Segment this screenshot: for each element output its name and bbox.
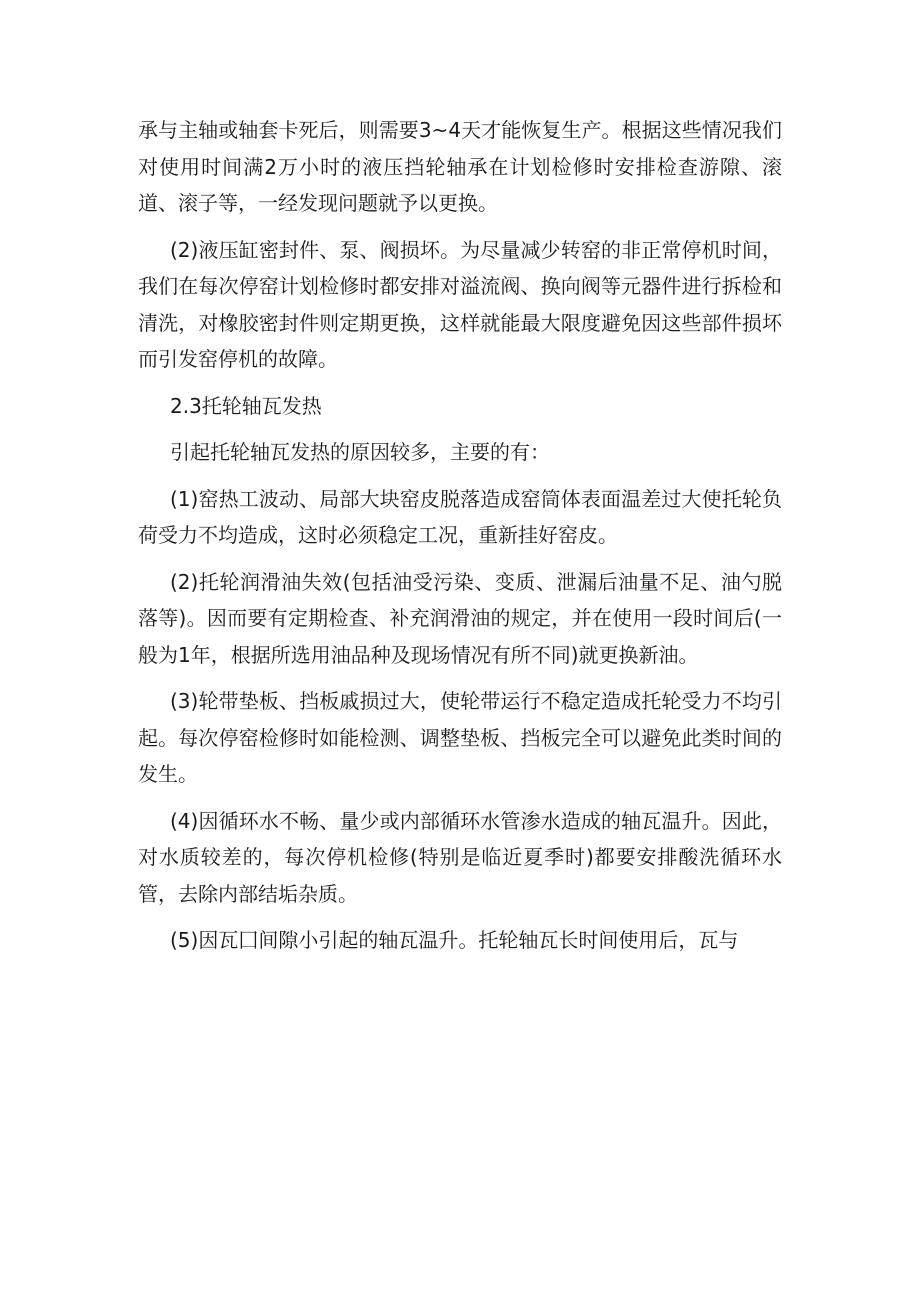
paragraph: 引起托轮轴瓦发热的原因较多，主要的有： — [170, 440, 550, 464]
paragraph: 承与主轴或轴套卡死后，则需要3~4天才能恢复生产。根据这些情况我们对使用时间满2万小时的液压挡轮轴承在计划检修时安排检查游隙、滚道、滚子等，一经发现问题就予以更换。 — [138, 118, 782, 215]
paragraph: (4)因循环水不畅、量少或内部循环水管渗水造成的轴瓦温升。因此，对水质较差的，每次停机检修(特别是临近夏季时)都要安排酸洗循环水管，去除内部结垢杂质。 — [138, 808, 782, 906]
paragraph: (3)轮带垫板、挡板戚损过大，使轮带运行不稳定造成托轮受力不均引起。每次停窑检修时如能检测、调整垫板、挡板完全可以避免此类时间的发生。 — [138, 689, 782, 786]
section-heading: 2.3托轮轴瓦发热 — [170, 393, 322, 418]
paragraph: (2)液压缸密封件、泵、阀损坏。为尽量减少转窑的非正常停机时间，我们在每次停窑计划检修时都安排对溢流阀、换向阀等元器件进行拆检和清洗，对橡胶密封件则定期更换，这样就能最大限度避免因这些部件损坏而引发窑停机的故障。 — [138, 237, 782, 371]
paragraph: (1)窑热工波动、局部大块窑皮脱落造成窑筒体表面温差过大使托轮负荷受力不均造成，这时必须稳定工况，重新挂好窑皮。 — [138, 486, 782, 547]
document-body — [138, 112, 782, 969]
paragraph: (5)因瓦囗间隙小引起的轴瓦温升。托轮轴瓦长时间使用后，瓦与 — [170, 928, 739, 952]
paragraph: (2)托轮润滑油失效(包括油受污染、变质、泄漏后油量不足、油勺脱落等)。因而要有定期检查、补充润滑油的规定，并在使用一段时间后(一般为1年，根据所选用油品种及现场情况有所不同)就更换新油。 — [138, 569, 782, 667]
